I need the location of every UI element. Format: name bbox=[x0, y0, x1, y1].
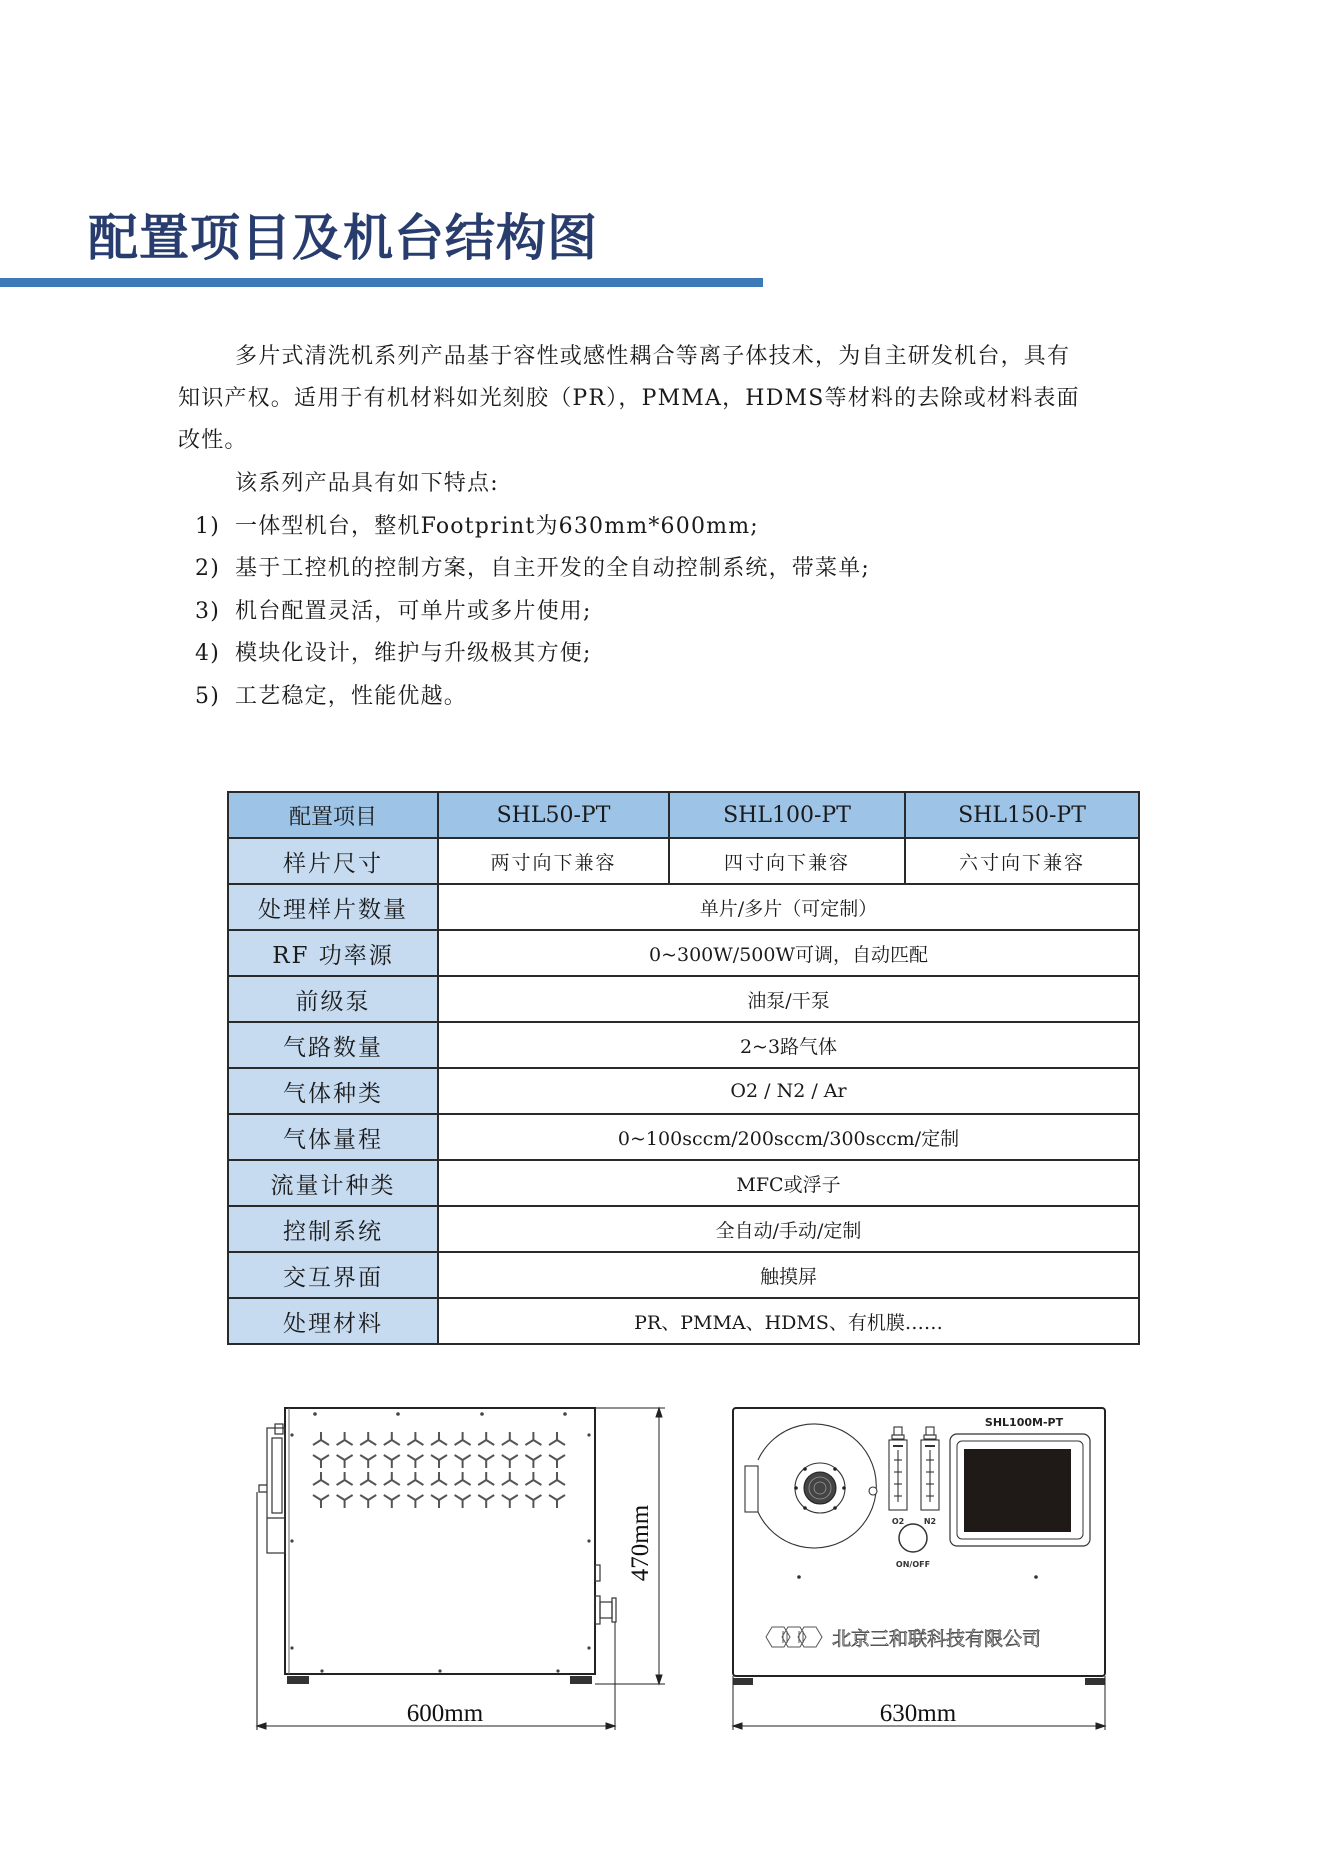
config-table bbox=[227, 791, 1140, 1345]
row-value: 单片/多片（可定制） bbox=[438, 884, 1139, 930]
row-value: 0~300W/500W可调，自动匹配 bbox=[438, 930, 1139, 976]
feature-item bbox=[195, 506, 870, 549]
table-row bbox=[228, 838, 1139, 884]
side-width-label: 600mm bbox=[406, 1700, 484, 1727]
header-cell-model: SHL50-PT bbox=[438, 792, 669, 838]
feature-number: 1) bbox=[195, 513, 220, 539]
row-label: 处理样片数量 bbox=[228, 884, 438, 930]
row-value: 触摸屏 bbox=[438, 1252, 1139, 1298]
row-value: 2~3路气体 bbox=[438, 1022, 1139, 1068]
feature-item bbox=[195, 633, 870, 676]
company-name: 北京三和联科技有限公司 bbox=[832, 1628, 1042, 1650]
table-row bbox=[228, 930, 1139, 976]
feature-number: 5) bbox=[195, 683, 220, 709]
row-value: O2 / N2 / Ar bbox=[438, 1068, 1139, 1114]
intro-paragraph bbox=[178, 336, 1198, 462]
row-value: 两寸向下兼容 bbox=[438, 838, 669, 884]
row-label: 气路数量 bbox=[228, 1022, 438, 1068]
table-row bbox=[228, 1160, 1139, 1206]
intro-line: 知识产权。适用于有机材料如光刻胶（PR），PMMA，HDMS等材料的去除或材料表面 bbox=[178, 386, 1080, 411]
feature-text: 一体型机台，整机Footprint为630mm*600mm; bbox=[235, 513, 759, 539]
switch-label: ON/OFF bbox=[895, 1560, 931, 1569]
front-width-label: 630mm bbox=[879, 1700, 957, 1727]
row-label: 气体量程 bbox=[228, 1114, 438, 1160]
title-underline-bar bbox=[0, 278, 763, 287]
row-label: 处理材料 bbox=[228, 1298, 438, 1344]
feature-text: 机台配置灵活，可单片或多片使用; bbox=[235, 598, 592, 624]
side-handle bbox=[257, 1424, 285, 1730]
row-value: 全自动/手动/定制 bbox=[438, 1206, 1139, 1252]
feature-text: 模块化设计，维护与升级极其方便; bbox=[235, 641, 592, 667]
side-connectors bbox=[595, 1565, 616, 1624]
intro-line: 多片式清洗机系列产品基于容性或感性耦合等离子体技术，为自主研发机台，具有 bbox=[235, 344, 1071, 369]
table-row bbox=[228, 1252, 1139, 1298]
table-row bbox=[228, 1298, 1139, 1344]
gauge-label-n2: N2 bbox=[923, 1517, 937, 1526]
table-row bbox=[228, 1022, 1139, 1068]
feature-number: 2) bbox=[195, 556, 220, 582]
feature-text: 基于工控机的控制方案，自主开发的全自动控制系统，带菜单; bbox=[235, 556, 871, 582]
page-title: 配置项目及机台结构图 bbox=[88, 209, 598, 267]
row-value: 0~100sccm/200sccm/300sccm/定制 bbox=[438, 1114, 1139, 1160]
gauge-label-o2: O2 bbox=[891, 1517, 905, 1526]
row-label: 交互界面 bbox=[228, 1252, 438, 1298]
feature-text: 工艺稳定，性能优越。 bbox=[235, 683, 468, 709]
row-label: RF 功率源 bbox=[228, 930, 438, 976]
header-cell-model: SHL100-PT bbox=[669, 792, 905, 838]
row-value: 油泵/干泵 bbox=[438, 976, 1139, 1022]
row-label: 流量计种类 bbox=[228, 1160, 438, 1206]
row-value: MFC或浮子 bbox=[438, 1160, 1139, 1206]
intro-line: 改性。 bbox=[178, 428, 248, 453]
header-cell-item: 配置项目 bbox=[228, 792, 438, 838]
on-off-switch bbox=[899, 1524, 927, 1552]
features-intro: 该系列产品具有如下特点: bbox=[235, 471, 499, 496]
feature-number: 4) bbox=[195, 641, 220, 667]
feature-number: 3) bbox=[195, 598, 220, 624]
feature-item bbox=[195, 548, 870, 591]
table-row bbox=[228, 884, 1139, 930]
side-feet bbox=[287, 1676, 592, 1684]
feature-item bbox=[195, 591, 870, 634]
row-label: 气体种类 bbox=[228, 1068, 438, 1114]
table-row bbox=[228, 1206, 1139, 1252]
front-view-drawing bbox=[730, 1400, 1130, 1750]
touchscreen bbox=[964, 1449, 1071, 1532]
features-list bbox=[195, 463, 870, 719]
row-label: 前级泵 bbox=[228, 976, 438, 1022]
side-height-label: 470mm bbox=[627, 1504, 654, 1582]
table-row bbox=[228, 976, 1139, 1022]
row-value: 六寸向下兼容 bbox=[905, 838, 1139, 884]
row-label: 控制系统 bbox=[228, 1206, 438, 1252]
side-view-drawing bbox=[245, 1400, 675, 1750]
model-label: SHL100M-PT bbox=[984, 1416, 1064, 1429]
header-cell-model: SHL150-PT bbox=[905, 792, 1139, 838]
row-value: PR、PMMA、HDMS、有机膜…… bbox=[438, 1298, 1139, 1344]
table-row bbox=[228, 1068, 1139, 1114]
side-body bbox=[285, 1408, 595, 1674]
table-row bbox=[228, 1114, 1139, 1160]
table-header-row bbox=[228, 792, 1139, 838]
feature-item bbox=[195, 676, 870, 719]
row-value: 四寸向下兼容 bbox=[669, 838, 905, 884]
row-label: 样片尺寸 bbox=[228, 838, 438, 884]
